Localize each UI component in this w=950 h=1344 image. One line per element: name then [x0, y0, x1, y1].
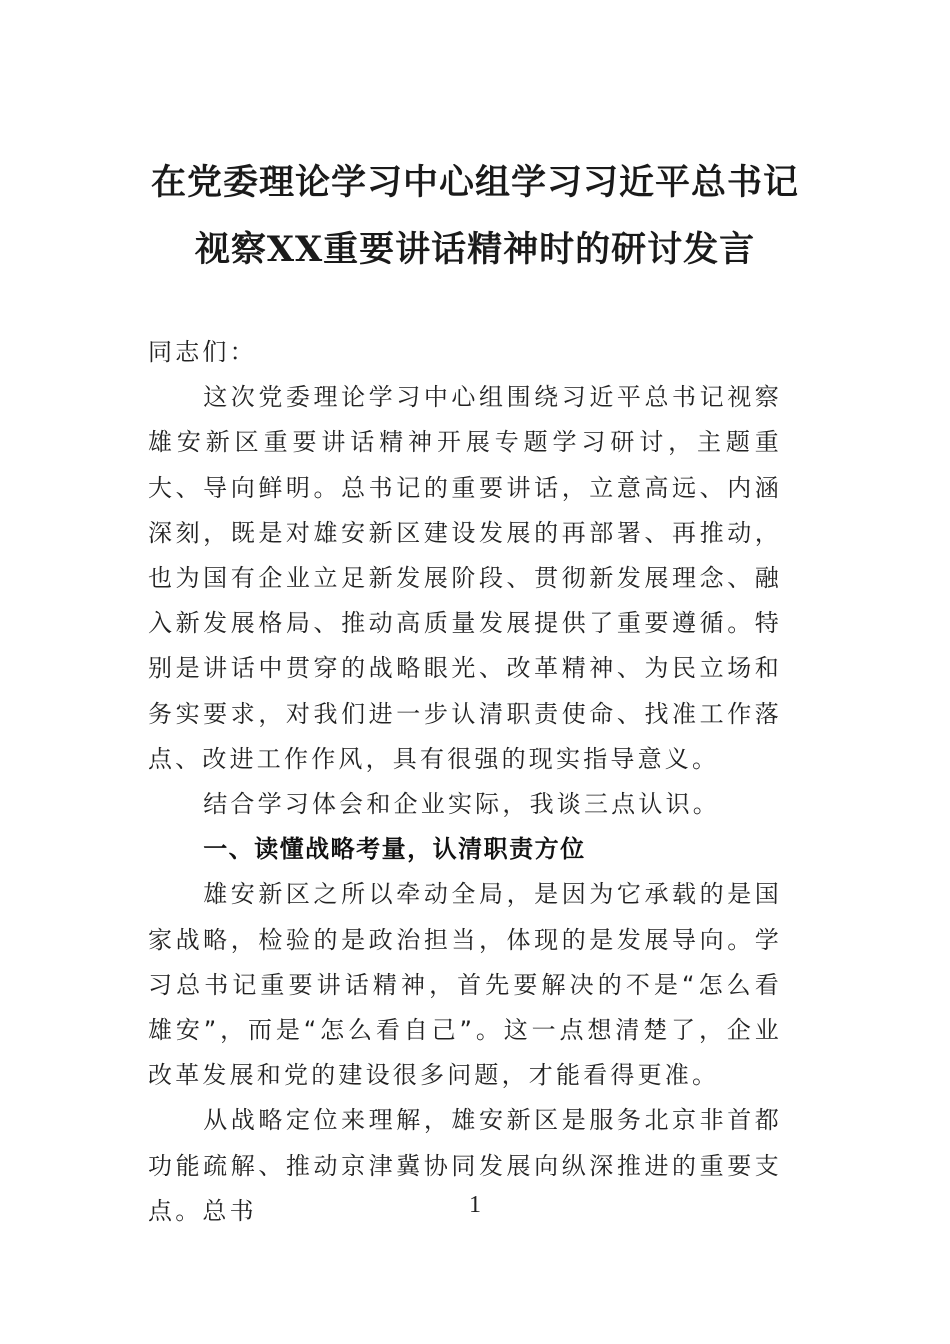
- salutation: 同志们：: [148, 338, 257, 366]
- document-title-line-2: 视察XX重要讲话精神时的研讨发言: [194, 229, 756, 270]
- paragraph-section1-2: 从战略定位来理解，雄安新区是服务北京非首都功能疏解、推动京津冀协同发展向纵深推进的重要支点。总书: [148, 1106, 782, 1225]
- paragraph-lead: 结合学习体会和企业实际，我谈三点认识。: [203, 790, 720, 819]
- document-title-line-1: 在党委理论学习中心组学习习近平总书记: [150, 162, 799, 203]
- document-body: [148, 330, 782, 1234]
- paragraph-intro: 这次党委理论学习中心组围绕习近平总书记视察雄安新区重要讲话精神开展专题学习研讨，主题重大、导向鲜明。总书记的重要讲话，立意高远、内涵深刻，既是对雄安新区建设发展的再部署、再推动，也为国有企业立足新发展阶段、贯彻新发展理念、融入新发展格局、推动高质量发展提供了重要遵循。特别是讲话中贯穿的战略眼光、改革精神、为民立场和务实要求，对我们进一步认清职责使命、找准工作落点、改进工作作风，具有很强的现实指导意义。: [148, 383, 782, 773]
- section-heading-1: 一、读懂战略考量，认清职责方位: [203, 835, 586, 864]
- paragraph-section1-1: 雄安新区之所以牵动全局，是因为它承载的是国家战略，检验的是政治担当，体现的是发展导向。学习总书记重要讲话精神，首先要解决的不是“怎么看雄安”，而是“怎么看自己”。这一点想清楚了，企业改革发展和党的建设很多问题，才能看得更准。: [148, 880, 782, 1090]
- page-number: 1: [469, 1192, 481, 1218]
